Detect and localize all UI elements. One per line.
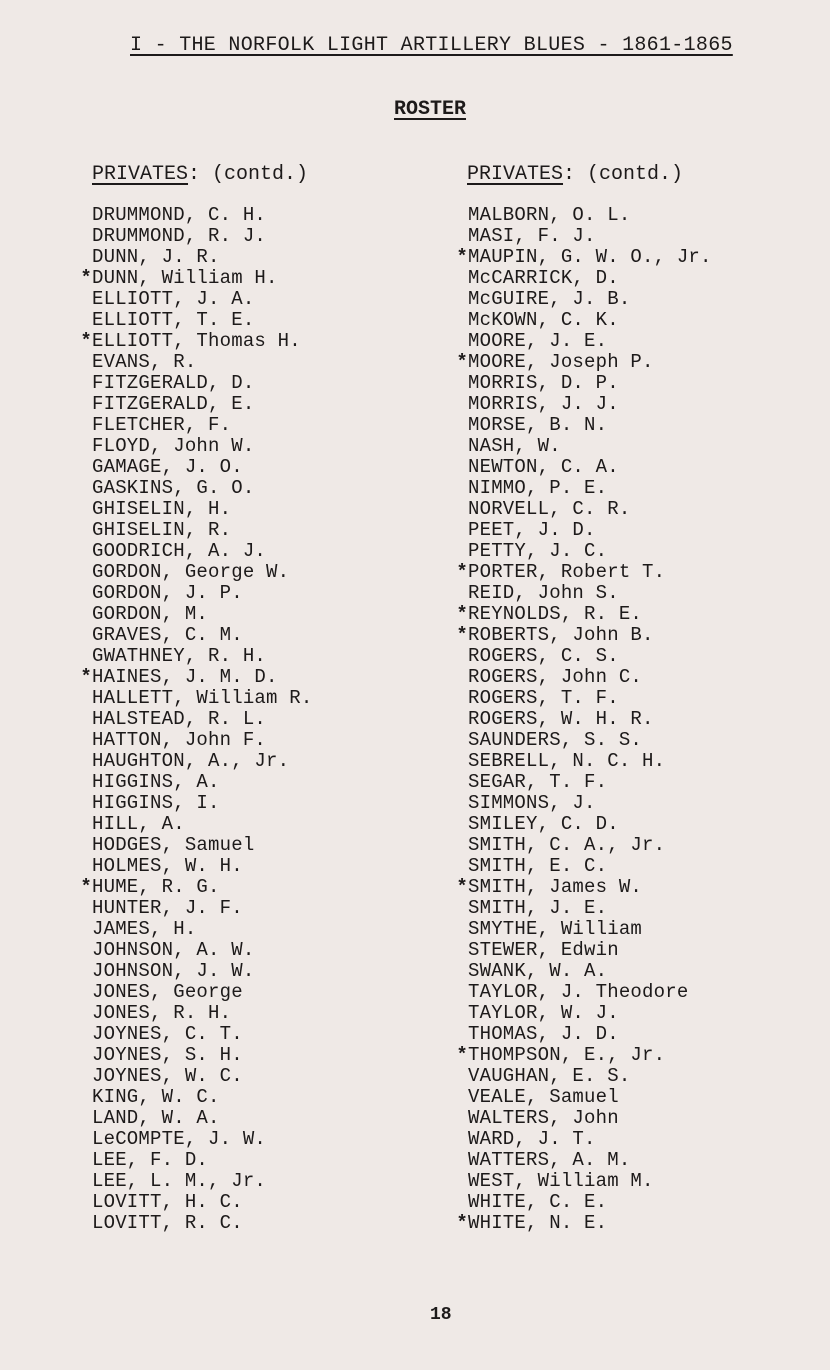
roster-name: SMITH, James W. bbox=[468, 876, 643, 898]
roster-entry bbox=[452, 1213, 712, 1234]
roster-entry bbox=[76, 793, 312, 814]
asterisk-marker: * bbox=[80, 267, 92, 289]
roster-entry bbox=[452, 226, 712, 247]
roster-name: LAND, W. A. bbox=[92, 1107, 220, 1129]
roster-entry bbox=[76, 1024, 312, 1045]
roster-entry bbox=[452, 394, 712, 415]
roster-name: HILL, A. bbox=[92, 813, 185, 835]
right-heading-rest: : (contd.) bbox=[563, 163, 684, 186]
roster-entry bbox=[452, 1129, 712, 1150]
asterisk-marker: * bbox=[456, 876, 468, 898]
roster-name: FITZGERALD, E. bbox=[92, 393, 255, 415]
roster-entry bbox=[452, 373, 712, 394]
roster-entry bbox=[76, 982, 312, 1003]
roster-entry bbox=[452, 751, 712, 772]
roster-name: VAUGHAN, E. S. bbox=[468, 1065, 631, 1087]
roster-name: SEGAR, T. F. bbox=[468, 771, 608, 793]
roster-name: FLOYD, John W. bbox=[92, 435, 255, 457]
roster-name: ELLIOTT, Thomas H. bbox=[92, 330, 301, 352]
roster-entry bbox=[76, 352, 312, 373]
roster-name: HOLMES, W. H. bbox=[92, 855, 243, 877]
roster-entry bbox=[76, 331, 312, 352]
roster-entry bbox=[76, 835, 312, 856]
roster-entry bbox=[452, 1045, 712, 1066]
roster-entry bbox=[76, 562, 312, 583]
roster-entry bbox=[452, 352, 712, 373]
asterisk-marker: * bbox=[456, 624, 468, 646]
roster-name: GRAVES, C. M. bbox=[92, 624, 243, 646]
roster-name: KING, W. C. bbox=[92, 1086, 220, 1108]
roster-name: LEE, L. M., Jr. bbox=[92, 1170, 267, 1192]
roster-name: GORDON, M. bbox=[92, 603, 209, 625]
roster-name: MOORE, J. E. bbox=[468, 330, 608, 352]
roster-name: SMILEY, C. D. bbox=[468, 813, 619, 835]
asterisk-marker: * bbox=[80, 876, 92, 898]
roster-entry bbox=[76, 457, 312, 478]
roster-entry bbox=[452, 814, 712, 835]
roster-entry bbox=[452, 583, 712, 604]
roster-name: DRUMMOND, R. J. bbox=[92, 225, 267, 247]
roster-name: TAYLOR, W. J. bbox=[468, 1002, 619, 1024]
roster-entry bbox=[76, 268, 312, 289]
roster-entry bbox=[452, 205, 712, 226]
roster-name: REID, John S. bbox=[468, 582, 619, 604]
roster-entry bbox=[452, 625, 712, 646]
roster-name: WHITE, C. E. bbox=[468, 1191, 608, 1213]
roster-entry bbox=[452, 793, 712, 814]
roster-entry bbox=[452, 1066, 712, 1087]
roster-name: McGUIRE, J. B. bbox=[468, 288, 631, 310]
roster-name: McKOWN, C. K. bbox=[468, 309, 619, 331]
roster-entry bbox=[76, 373, 312, 394]
left-heading-rest: : (contd.) bbox=[188, 163, 309, 186]
roster-name: HIGGINS, I. bbox=[92, 792, 220, 814]
roster-entry bbox=[452, 688, 712, 709]
roster-name: JONES, George bbox=[92, 981, 243, 1003]
right-column-heading bbox=[467, 163, 683, 186]
roster-name: GASKINS, G. O. bbox=[92, 477, 255, 499]
roster-name: JOHNSON, J. W. bbox=[92, 960, 255, 982]
roster-entry bbox=[452, 940, 712, 961]
roster-entry bbox=[76, 1045, 312, 1066]
roster-name: FLETCHER, F. bbox=[92, 414, 232, 436]
roster-entry bbox=[452, 1024, 712, 1045]
roster-entry bbox=[76, 310, 312, 331]
roster-name: MOORE, Joseph P. bbox=[468, 351, 654, 373]
roster-name: MALBORN, O. L. bbox=[468, 204, 631, 226]
roster-entry bbox=[76, 1192, 312, 1213]
roster-name: WATTERS, A. M. bbox=[468, 1149, 631, 1171]
asterisk-marker: * bbox=[456, 603, 468, 625]
roster-name: SWANK, W. A. bbox=[468, 960, 608, 982]
roster-entry bbox=[76, 520, 312, 541]
roster-name: NEWTON, C. A. bbox=[468, 456, 619, 478]
roster-entry bbox=[452, 436, 712, 457]
roster-name: SMYTHE, William bbox=[468, 918, 643, 940]
roster-entry bbox=[452, 982, 712, 1003]
roster-name: JONES, R. H. bbox=[92, 1002, 232, 1024]
roster-name: GOODRICH, A. J. bbox=[92, 540, 267, 562]
roster-entry bbox=[76, 436, 312, 457]
roster-name: TAYLOR, J. Theodore bbox=[468, 981, 689, 1003]
roster-entry bbox=[76, 226, 312, 247]
roster-name: MORRIS, J. J. bbox=[468, 393, 619, 415]
roster-name: WARD, J. T. bbox=[468, 1128, 596, 1150]
left-column-heading bbox=[92, 163, 308, 186]
roster-entry bbox=[452, 961, 712, 982]
roster-name: GAMAGE, J. O. bbox=[92, 456, 243, 478]
roster-entry bbox=[452, 835, 712, 856]
roster-name: REYNOLDS, R. E. bbox=[468, 603, 643, 625]
roster-name: ROGERS, John C. bbox=[468, 666, 643, 688]
roster-name: WEST, William M. bbox=[468, 1170, 654, 1192]
roster-name: MORRIS, D. P. bbox=[468, 372, 619, 394]
roster-entry bbox=[452, 1171, 712, 1192]
roster-entry bbox=[452, 898, 712, 919]
asterisk-marker: * bbox=[456, 351, 468, 373]
roster-name: ELLIOTT, T. E. bbox=[92, 309, 255, 331]
roster-entry bbox=[76, 688, 312, 709]
roster-entry bbox=[452, 709, 712, 730]
roster-name: MASI, F. J. bbox=[468, 225, 596, 247]
roster-entry bbox=[452, 415, 712, 436]
roster-name: DUNN, William H. bbox=[92, 267, 278, 289]
roster-name: LOVITT, H. C. bbox=[92, 1191, 243, 1213]
roster-entry bbox=[452, 1108, 712, 1129]
roster-name: MAUPIN, G. W. O., Jr. bbox=[468, 246, 712, 268]
roster-entry bbox=[76, 478, 312, 499]
roster-entry bbox=[76, 499, 312, 520]
roster-entry bbox=[76, 1003, 312, 1024]
roster-entry bbox=[76, 646, 312, 667]
roster-entry bbox=[452, 772, 712, 793]
roster-entry bbox=[452, 646, 712, 667]
roster-entry bbox=[452, 247, 712, 268]
roster-name: DRUMMOND, C. H. bbox=[92, 204, 267, 226]
roster-entry bbox=[452, 541, 712, 562]
roster-name: HATTON, John F. bbox=[92, 729, 267, 751]
asterisk-marker: * bbox=[456, 246, 468, 268]
roster-entry bbox=[76, 1066, 312, 1087]
roster-entry bbox=[76, 856, 312, 877]
roster-name: HAINES, J. M. D. bbox=[92, 666, 278, 688]
left-roster-list bbox=[76, 205, 312, 1234]
roster-entry bbox=[452, 877, 712, 898]
roster-entry bbox=[452, 1150, 712, 1171]
roster-name: HAUGHTON, A., Jr. bbox=[92, 750, 290, 772]
roster-entry bbox=[76, 205, 312, 226]
roster-entry bbox=[452, 1192, 712, 1213]
roster-entry bbox=[76, 1213, 312, 1234]
roster-entry bbox=[76, 814, 312, 835]
roster-name: PETTY, J. C. bbox=[468, 540, 608, 562]
roster-name: SEBRELL, N. C. H. bbox=[468, 750, 666, 772]
roster-entry bbox=[76, 940, 312, 961]
roster-name: GHISELIN, H. bbox=[92, 498, 232, 520]
roster-name: EVANS, R. bbox=[92, 351, 197, 373]
roster-name: ELLIOTT, J. A. bbox=[92, 288, 255, 310]
roster-entry bbox=[452, 331, 712, 352]
roster-entry bbox=[76, 961, 312, 982]
roster-name: WHITE, N. E. bbox=[468, 1212, 608, 1234]
roster-entry bbox=[76, 772, 312, 793]
roster-entry bbox=[76, 289, 312, 310]
roster-name: WALTERS, John bbox=[468, 1107, 619, 1129]
asterisk-marker: * bbox=[456, 561, 468, 583]
roster-name: FITZGERALD, D. bbox=[92, 372, 255, 394]
roster-entry bbox=[76, 1150, 312, 1171]
roster-entry bbox=[76, 541, 312, 562]
roster-entry bbox=[76, 877, 312, 898]
roster-name: SIMMONS, J. bbox=[468, 792, 596, 814]
roster-entry bbox=[452, 604, 712, 625]
roster-name: JOYNES, C. T. bbox=[92, 1023, 243, 1045]
roster-name: McCARRICK, D. bbox=[468, 267, 619, 289]
roster-entry bbox=[452, 520, 712, 541]
roster-name: LEE, F. D. bbox=[92, 1149, 209, 1171]
roster-name: LOVITT, R. C. bbox=[92, 1212, 243, 1234]
right-heading-underlined: PRIVATES bbox=[467, 163, 564, 186]
roster-entry bbox=[76, 898, 312, 919]
right-roster-list bbox=[452, 205, 712, 1234]
roster-name: SMITH, J. E. bbox=[468, 897, 608, 919]
roster-name: NIMMO, P. E. bbox=[468, 477, 608, 499]
roster-name: GWATHNEY, R. H. bbox=[92, 645, 267, 667]
roster-entry bbox=[452, 562, 712, 583]
roster-name: HODGES, Samuel bbox=[92, 834, 255, 856]
roster-name: NORVELL, C. R. bbox=[468, 498, 631, 520]
roster-name: SAUNDERS, S. S. bbox=[468, 729, 643, 751]
roster-name: HIGGINS, A. bbox=[92, 771, 220, 793]
roster-entry bbox=[76, 919, 312, 940]
roster-entry bbox=[76, 1129, 312, 1150]
roster-entry bbox=[452, 310, 712, 331]
roster-entry bbox=[76, 1087, 312, 1108]
roster-name: SMITH, C. A., Jr. bbox=[468, 834, 666, 856]
roster-name: THOMPSON, E., Jr. bbox=[468, 1044, 666, 1066]
roster-entry bbox=[76, 730, 312, 751]
roster-entry bbox=[76, 583, 312, 604]
roster-entry bbox=[76, 1171, 312, 1192]
roster-entry bbox=[76, 1108, 312, 1129]
roster-name: ROBERTS, John B. bbox=[468, 624, 654, 646]
document-title: I - THE NORFOLK LIGHT ARTILLERY BLUES - 1861-1865 bbox=[130, 34, 733, 57]
asterisk-marker: * bbox=[456, 1044, 468, 1066]
roster-name: MORSE, B. N. bbox=[468, 414, 608, 436]
roster-name: THOMAS, J. D. bbox=[468, 1023, 619, 1045]
roster-name: HALLETT, William R. bbox=[92, 687, 313, 709]
asterisk-marker: * bbox=[80, 330, 92, 352]
roster-name: JOYNES, W. C. bbox=[92, 1065, 243, 1087]
roster-entry bbox=[452, 856, 712, 877]
roster-name: LeCOMPTE, J. W. bbox=[92, 1128, 267, 1150]
roster-name: STEWER, Edwin bbox=[468, 939, 619, 961]
left-heading-underlined: PRIVATES bbox=[92, 163, 189, 186]
roster-entry bbox=[452, 730, 712, 751]
roster-entry bbox=[76, 415, 312, 436]
roster-entry bbox=[452, 457, 712, 478]
roster-name: PORTER, Robert T. bbox=[468, 561, 666, 583]
roster-name: SMITH, E. C. bbox=[468, 855, 608, 877]
roster-entry bbox=[76, 667, 312, 688]
roster-entry bbox=[452, 478, 712, 499]
roster-entry bbox=[76, 247, 312, 268]
roster-name: ROGERS, W. H. R. bbox=[468, 708, 654, 730]
roster-entry bbox=[76, 709, 312, 730]
roster-name: ROGERS, T. F. bbox=[468, 687, 619, 709]
roster-name: HUNTER, J. F. bbox=[92, 897, 243, 919]
roster-entry bbox=[76, 394, 312, 415]
page-number: 18 bbox=[430, 1305, 452, 1325]
roster-heading: ROSTER bbox=[394, 98, 467, 121]
roster-entry bbox=[452, 1087, 712, 1108]
roster-name: GORDON, J. P. bbox=[92, 582, 243, 604]
roster-name: HUME, R. G. bbox=[92, 876, 220, 898]
roster-name: GHISELIN, R. bbox=[92, 519, 232, 541]
roster-entry bbox=[452, 289, 712, 310]
roster-name: VEALE, Samuel bbox=[468, 1086, 619, 1108]
roster-name: PEET, J. D. bbox=[468, 519, 596, 541]
roster-name: JOHNSON, A. W. bbox=[92, 939, 255, 961]
roster-name: ROGERS, C. S. bbox=[468, 645, 619, 667]
roster-name: GORDON, George W. bbox=[92, 561, 290, 583]
roster-name: JOYNES, S. H. bbox=[92, 1044, 243, 1066]
asterisk-marker: * bbox=[80, 666, 92, 688]
roster-entry bbox=[452, 667, 712, 688]
roster-entry bbox=[76, 751, 312, 772]
roster-entry bbox=[76, 625, 312, 646]
roster-name: JAMES, H. bbox=[92, 918, 197, 940]
roster-entry bbox=[452, 499, 712, 520]
roster-entry bbox=[452, 268, 712, 289]
asterisk-marker: * bbox=[456, 1212, 468, 1234]
roster-entry bbox=[452, 1003, 712, 1024]
roster-entry bbox=[76, 604, 312, 625]
roster-name: DUNN, J. R. bbox=[92, 246, 220, 268]
roster-name: NASH, W. bbox=[468, 435, 561, 457]
roster-entry bbox=[452, 919, 712, 940]
roster-name: HALSTEAD, R. L. bbox=[92, 708, 267, 730]
